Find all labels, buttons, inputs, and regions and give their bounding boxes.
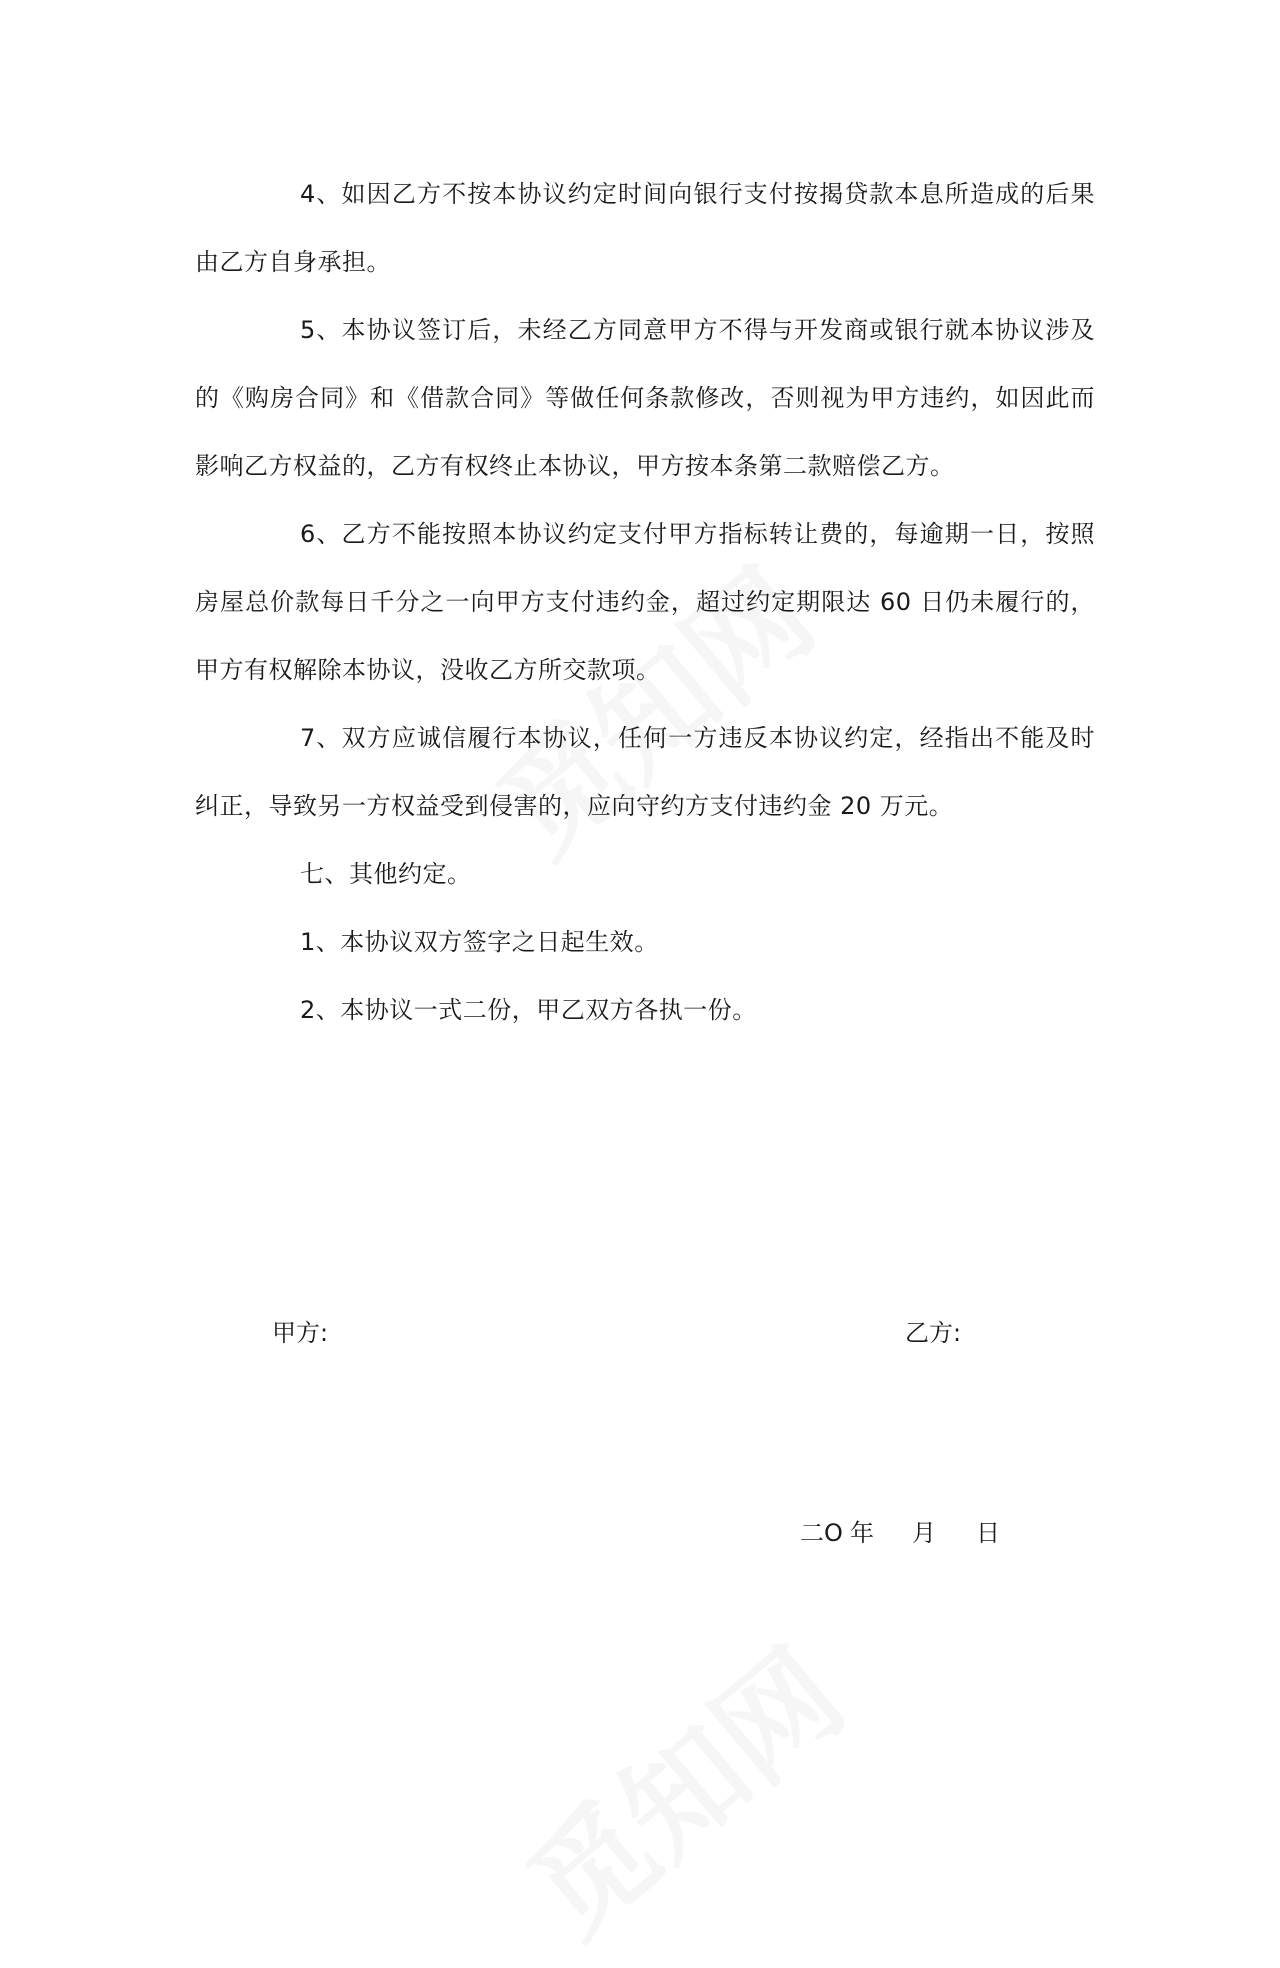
party-a-signature-label: 甲方:	[272, 1319, 329, 1347]
document-body	[195, 160, 1095, 1044]
clause-6: 6、乙方不能按照本协议约定支付甲方指标转让费的，每逾期一日，按照房屋总价款每日千分之一向甲方支付违约金，超过约定期限达 60 日仍未履行的，甲方有权解除本协议，没收乙方所交款项。	[195, 520, 1095, 684]
section-heading-other: 七、其他约定。	[300, 860, 472, 888]
signing-date	[800, 1516, 1016, 1550]
clause-5: 5、本协议签订后，未经乙方同意甲方不得与开发商或银行就本协议涉及的《购房合同》和《借款合同》等做任何条款修改，否则视为甲方违约，如因此而影响乙方权益的，乙方有权终止本协议，甲方按本条第二款赔偿乙方。	[195, 316, 1095, 480]
date-year-prefix: 二O	[800, 1519, 843, 1547]
date-day-label: 日	[976, 1519, 1000, 1547]
clause-7: 7、双方应诚信履行本协议，任何一方违反本协议约定，经指出不能及时纠正，导致另一方权益受到侵害的，应向守约方支付违约金 20 万元。	[195, 724, 1095, 820]
clause-4: 4、如因乙方不按本协议约定时间向银行支付按揭贷款本息所造成的后果由乙方自身承担。	[195, 180, 1095, 276]
other-clause-1: 1、本协议双方签字之日起生效。	[300, 928, 659, 956]
date-year-label: 年	[850, 1519, 874, 1547]
other-clause-2: 2、本协议一式二份，甲乙双方各执一份。	[300, 996, 757, 1024]
date-month-label: 月	[912, 1519, 936, 1547]
watermark	[487, 1604, 873, 1967]
party-b-signature-label: 乙方:	[905, 1319, 962, 1347]
